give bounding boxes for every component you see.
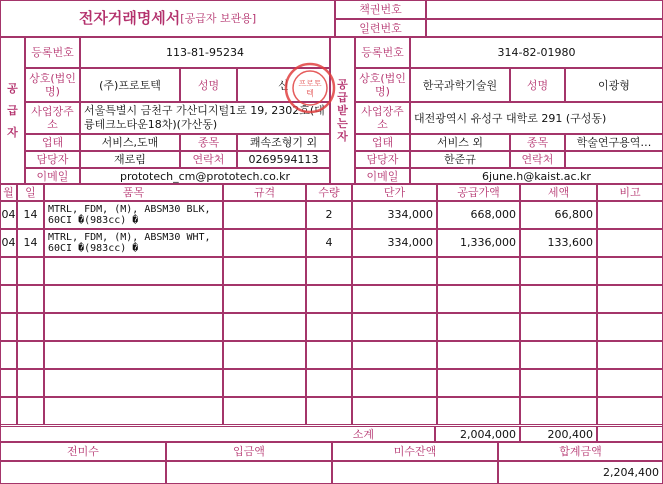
- receiver-address: 대전광역시 유성구 대학로 291 (구성동): [410, 102, 663, 134]
- supplier-address: 서울특별시 금천구 가산디지털1로 19, 2302호(대륭테크노타운18차)(가산동): [80, 102, 330, 134]
- header-tax: 세액: [520, 184, 597, 201]
- cell-item: MTRL, FDM, (M), ABSM30 WHT, 60CI �(983cc) �: [44, 229, 223, 257]
- unpaid-balance-label: 미수잔액: [332, 442, 498, 461]
- empty-cell: [223, 257, 306, 285]
- supplier-company: (주)프로토텍: [80, 68, 180, 102]
- header-spec: 규격: [223, 184, 306, 201]
- deposit-value: [166, 461, 332, 484]
- receiver-business-type-label: 업태: [355, 134, 410, 151]
- cell-note: [597, 229, 663, 257]
- empty-cell: [437, 313, 520, 341]
- cell-supply-amount: 1,336,000: [437, 229, 520, 257]
- cell-note: [597, 201, 663, 229]
- empty-cell: [0, 397, 17, 425]
- empty-cell: [17, 369, 44, 397]
- supplier-reg-no-label: 등록번호: [25, 37, 80, 68]
- cell-supply-amount: 668,000: [437, 201, 520, 229]
- cell-day: 14: [17, 229, 44, 257]
- supplier-manager-label: 담당자: [25, 151, 80, 168]
- empty-cell: [223, 369, 306, 397]
- empty-cell: [597, 285, 663, 313]
- grand-total-value: 2,204,400: [498, 461, 663, 484]
- supplier-company-label: 상호(법인명): [25, 68, 80, 102]
- supplier-business-type-label: 업태: [25, 134, 80, 151]
- supplier-rep-label: 성명: [180, 68, 237, 102]
- document-title: 전자거래명세서 [공급자 보관용]: [0, 0, 335, 37]
- empty-cell: [44, 285, 223, 313]
- empty-cell: [520, 285, 597, 313]
- empty-cell: [44, 341, 223, 369]
- empty-cell: [437, 341, 520, 369]
- supplier-address-label: 사업장주소: [25, 102, 80, 134]
- seal-text: 프로토: [298, 79, 322, 88]
- cell-item: MTRL, FDM, (M), ABSM30 BLK, 60CI �(983cc) �: [44, 201, 223, 229]
- cell-spec: [223, 201, 306, 229]
- empty-cell: [306, 285, 352, 313]
- empty-cell: [17, 313, 44, 341]
- receiver-address-label: 사업장주소: [355, 102, 410, 134]
- supplier-side-label: 공 급 자: [0, 37, 25, 184]
- receiver-reg-no-label: 등록번호: [355, 37, 410, 68]
- supplier-email-label: 이메일: [25, 168, 80, 184]
- cell-qty: 2: [306, 201, 352, 229]
- empty-cell: [437, 397, 520, 425]
- unpaid-prev-label: 전미수: [0, 442, 166, 461]
- book-number-value: [426, 0, 663, 19]
- empty-cell: [352, 369, 437, 397]
- supplier-business-type: 서비스,도매: [80, 134, 180, 151]
- empty-cell: [223, 285, 306, 313]
- receiver-business-item-label: 종목: [510, 134, 565, 151]
- empty-cell: [597, 257, 663, 285]
- empty-cell: [437, 285, 520, 313]
- supplier-contact: 0269594113: [237, 151, 330, 168]
- empty-cell: [17, 397, 44, 425]
- empty-cell: [223, 397, 306, 425]
- deposit-label: 입금액: [166, 442, 332, 461]
- seal-text-2: 텍: [306, 89, 314, 98]
- empty-cell: [17, 257, 44, 285]
- empty-cell: [520, 341, 597, 369]
- supplier-reg-no: 113-81-95234: [80, 37, 330, 68]
- receiver-rep: 이광형: [565, 68, 663, 102]
- header-note: 비고: [597, 184, 663, 201]
- empty-cell: [437, 257, 520, 285]
- receiver-rep-label: 성명: [510, 68, 565, 102]
- cell-qty: 4: [306, 229, 352, 257]
- empty-cell: [306, 341, 352, 369]
- empty-cell: [44, 397, 223, 425]
- subtotal-label: 소계: [0, 426, 435, 442]
- empty-cell: [520, 257, 597, 285]
- receiver-email: 6june.h@kaist.ac.kr: [410, 168, 663, 184]
- empty-cell: [0, 257, 17, 285]
- receiver-company: 한국과학기술원: [410, 68, 510, 102]
- receiver-business-type: 서비스 외: [410, 134, 510, 151]
- header-item: 품목: [44, 184, 223, 201]
- cell-unit-price: 334,000: [352, 201, 437, 229]
- empty-cell: [306, 313, 352, 341]
- empty-cell: [352, 285, 437, 313]
- cell-unit-price: 334,000: [352, 229, 437, 257]
- receiver-manager-label: 담당자: [355, 151, 410, 168]
- empty-cell: [597, 397, 663, 425]
- empty-cell: [44, 313, 223, 341]
- empty-cell: [306, 369, 352, 397]
- empty-cell: [306, 257, 352, 285]
- serial-number-value: [426, 19, 663, 37]
- empty-cell: [520, 313, 597, 341]
- empty-cell: [0, 369, 17, 397]
- empty-cell: [0, 313, 17, 341]
- empty-cell: [223, 313, 306, 341]
- empty-cell: [44, 369, 223, 397]
- empty-cell: [352, 397, 437, 425]
- unpaid-balance-value: [332, 461, 498, 484]
- receiver-manager: 한준규: [410, 151, 510, 168]
- cell-spec: [223, 229, 306, 257]
- receiver-reg-no: 314-82-01980: [410, 37, 663, 68]
- cell-tax: 133,600: [520, 229, 597, 257]
- book-number-label: 책권번호: [335, 0, 426, 19]
- supplier-business-item-label: 종목: [180, 134, 237, 151]
- header-day: 일: [17, 184, 44, 201]
- header-qty: 수량: [306, 184, 352, 201]
- supplier-rep: 신: [237, 68, 330, 102]
- empty-cell: [306, 397, 352, 425]
- receiver-contact: [565, 151, 663, 168]
- header-unit-price: 단가: [352, 184, 437, 201]
- grand-total-label: 합계금액: [498, 442, 663, 461]
- receiver-email-label: 이메일: [355, 168, 410, 184]
- empty-cell: [520, 369, 597, 397]
- receiver-business-item: 학술연구용역…: [565, 134, 663, 151]
- cell-month: 04: [0, 229, 17, 257]
- receiver-company-label: 상호(법인명): [355, 68, 410, 102]
- empty-cell: [0, 341, 17, 369]
- empty-cell: [520, 397, 597, 425]
- subtotal-supply: 2,004,000: [435, 426, 520, 442]
- empty-cell: [223, 341, 306, 369]
- supplier-email: prototech_cm@prototech.co.kr: [80, 168, 330, 184]
- cell-month: 04: [0, 201, 17, 229]
- supplier-manager: 재로림: [80, 151, 180, 168]
- header-supply-amount: 공급가액: [437, 184, 520, 201]
- empty-cell: [352, 341, 437, 369]
- empty-cell: [17, 341, 44, 369]
- supplier-contact-label: 연락처: [180, 151, 237, 168]
- receiver-side-label: 공 급 받 는 자: [330, 37, 355, 184]
- empty-cell: [597, 313, 663, 341]
- empty-cell: [437, 369, 520, 397]
- receiver-contact-label: 연락처: [510, 151, 565, 168]
- empty-cell: [352, 257, 437, 285]
- cell-day: 14: [17, 201, 44, 229]
- subtotal-note: [597, 426, 663, 442]
- unpaid-prev-value: [0, 461, 166, 484]
- supplier-business-item: 쾌속조형기 외: [237, 134, 330, 151]
- empty-cell: [352, 313, 437, 341]
- subtotal-tax: 200,400: [520, 426, 597, 442]
- serial-number-label: 일련번호: [335, 19, 426, 37]
- cell-tax: 66,800: [520, 201, 597, 229]
- empty-cell: [44, 257, 223, 285]
- header-month: 월: [0, 184, 17, 201]
- empty-cell: [597, 369, 663, 397]
- empty-cell: [17, 285, 44, 313]
- empty-cell: [0, 285, 17, 313]
- empty-cell: [597, 341, 663, 369]
